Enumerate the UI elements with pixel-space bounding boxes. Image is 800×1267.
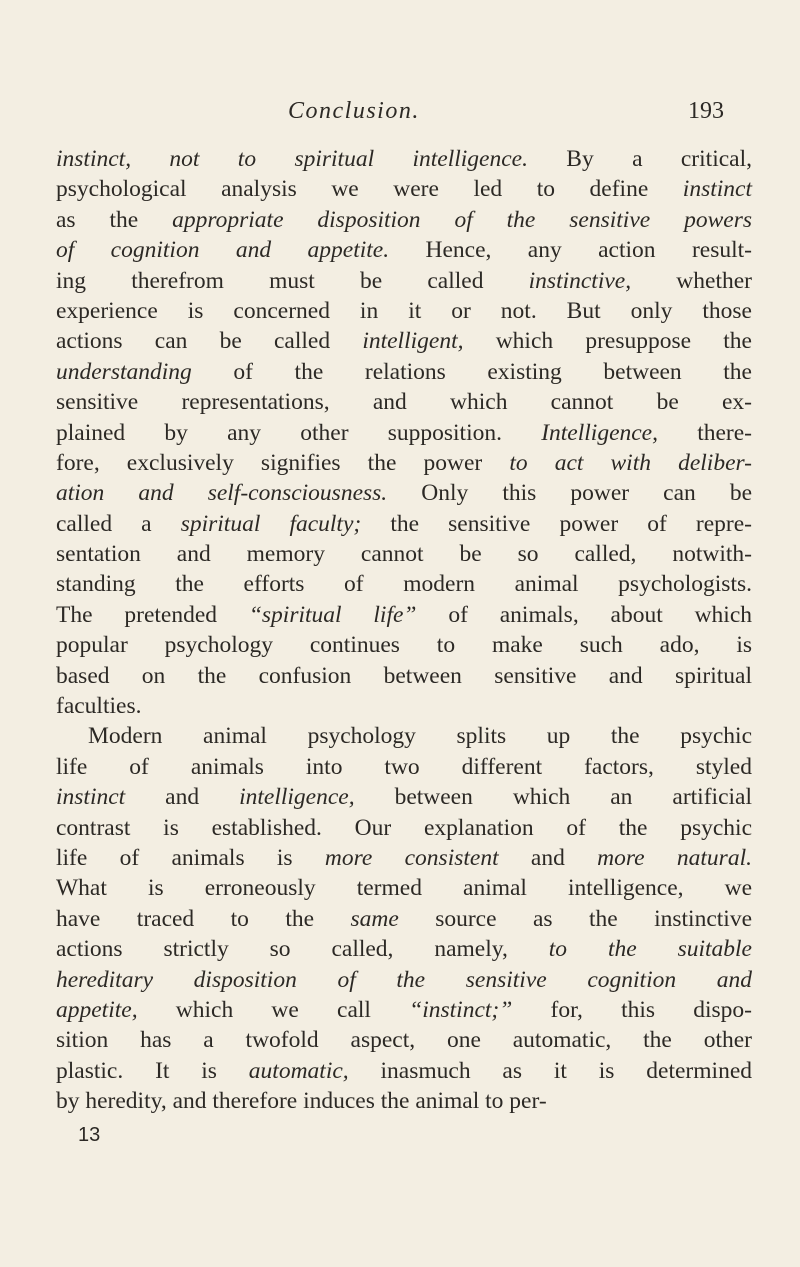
text-line	[56, 873, 752, 903]
text-run: fore, exclusively signifies the power	[56, 449, 510, 476]
italic-text: understanding	[56, 358, 192, 385]
text-run: psychological analysis we were led to define	[56, 176, 683, 203]
text-line	[56, 509, 752, 539]
text-line	[56, 661, 752, 691]
text-run: experience is concerned in it or not. But only those	[56, 297, 752, 324]
text-run: actions can be called	[56, 328, 363, 355]
italic-text: “instinct;”	[409, 996, 513, 1023]
text-line	[56, 843, 752, 873]
text-line	[56, 995, 752, 1025]
text-run: Modern animal psychology splits up the psychic	[88, 723, 752, 750]
text-line	[56, 965, 752, 995]
text-run: there-	[658, 419, 753, 446]
text-line	[56, 296, 752, 326]
text-line	[56, 387, 752, 417]
text-run: whether	[631, 267, 752, 294]
italic-text: “spiritual life”	[248, 601, 417, 628]
text-line	[56, 752, 752, 782]
text-run: The pretended	[56, 601, 249, 628]
italic-text: of cognition and appetite.	[56, 237, 390, 264]
italic-text: more natural.	[597, 844, 752, 871]
text-line	[56, 448, 752, 478]
text-run: have traced to the	[56, 905, 351, 932]
text-line	[56, 600, 752, 630]
text-line	[56, 904, 752, 934]
text-run: plastic. It is	[56, 1057, 249, 1084]
text-run: for, this dispo-	[512, 996, 752, 1023]
text-run: sition has a twofold aspect, one automatic, the other	[56, 1027, 752, 1054]
text-line	[56, 357, 752, 387]
text-run: the sensitive power of repre-	[361, 510, 753, 537]
text-run: Only this power can be	[387, 480, 752, 507]
text-run: which presuppose the	[463, 328, 752, 355]
italic-text: ation and self-consciousness.	[56, 480, 388, 507]
text-run: which we call	[137, 996, 410, 1023]
italic-text: Intelligence,	[541, 419, 658, 446]
text-run: sensitive representations, and which cannot be ex-	[56, 389, 752, 416]
text-run: sentation and memory cannot be so called, notwith-	[56, 541, 752, 568]
text-line	[56, 630, 752, 660]
text-line	[56, 478, 752, 508]
text-line	[56, 813, 752, 843]
italic-text: to act with deliber-	[509, 449, 753, 476]
text-run: By a critical,	[527, 146, 752, 172]
text-line	[56, 205, 752, 235]
text-run: inasmuch as it is determined	[348, 1057, 752, 1084]
page-number: 193	[688, 98, 724, 124]
italic-text: same	[350, 905, 399, 932]
text-line	[56, 934, 752, 964]
italic-text: instinctive,	[528, 267, 632, 294]
text-run: called a	[56, 510, 181, 537]
text-line	[56, 691, 752, 721]
italic-text: automatic,	[248, 1057, 349, 1084]
body-text	[56, 144, 752, 1117]
text-run: What is erroneously termed animal intelligence, we	[56, 875, 752, 902]
text-run: by heredity, and therefore induces the animal to per-	[56, 1088, 547, 1115]
text-run: faculties.	[56, 693, 142, 720]
text-run: popular psychology continues to make such ado, is	[56, 632, 752, 659]
text-run: and	[498, 844, 598, 871]
text-run: and	[125, 784, 240, 811]
text-line	[56, 144, 752, 174]
italic-text: hereditary disposition of the sensitive cognition and	[56, 966, 752, 993]
italic-text: to the suitable	[548, 936, 752, 963]
text-run: life of animals is	[56, 844, 325, 871]
text-line	[56, 418, 752, 448]
text-run: as the	[56, 206, 173, 233]
text-line	[56, 782, 752, 812]
text-line	[56, 326, 752, 356]
italic-text: appropriate disposition of the sensitive powers	[172, 206, 752, 233]
text-run: source as the instinctive	[398, 905, 752, 932]
text-run: based on the confusion between sensitive and spiritual	[56, 662, 752, 689]
italic-text: instinct	[682, 176, 752, 203]
italic-text: more consistent	[324, 844, 499, 871]
running-head: Conclusion.	[288, 98, 420, 124]
text-run: life of animals into two different factors, styled	[56, 753, 752, 780]
italic-text: appetite,	[56, 996, 138, 1023]
text-run: plained by any other supposition.	[56, 419, 542, 446]
text-run: contrast is established. Our explanation of the psychic	[56, 814, 752, 841]
italic-text: instinct, not to spiritual intelligence.	[56, 146, 528, 172]
text-run: between which an artificial	[354, 784, 752, 811]
text-line	[56, 1086, 752, 1116]
text-line	[56, 569, 752, 599]
text-line	[56, 539, 752, 569]
text-run: of animals, about which	[416, 601, 752, 628]
signature-mark: 13	[78, 1124, 101, 1146]
italic-text: intelligence,	[239, 784, 355, 811]
page-header	[0, 98, 800, 128]
text-run: standing the efforts of modern animal psychologists.	[56, 571, 752, 598]
text-run: ing therefrom must be called	[56, 267, 529, 294]
italic-text: spiritual faculty;	[180, 510, 362, 537]
text-line	[56, 174, 752, 204]
text-line	[56, 235, 752, 265]
text-run: of the relations existing between the	[191, 358, 752, 385]
italic-text: instinct	[56, 784, 126, 811]
text-run: actions strictly so called, namely,	[56, 936, 549, 963]
italic-text: intelligent,	[362, 328, 464, 355]
text-line	[56, 721, 752, 751]
text-line	[56, 1025, 752, 1055]
text-run: Hence, any action result-	[389, 237, 752, 264]
text-line	[56, 266, 752, 296]
text-line	[56, 1056, 752, 1086]
